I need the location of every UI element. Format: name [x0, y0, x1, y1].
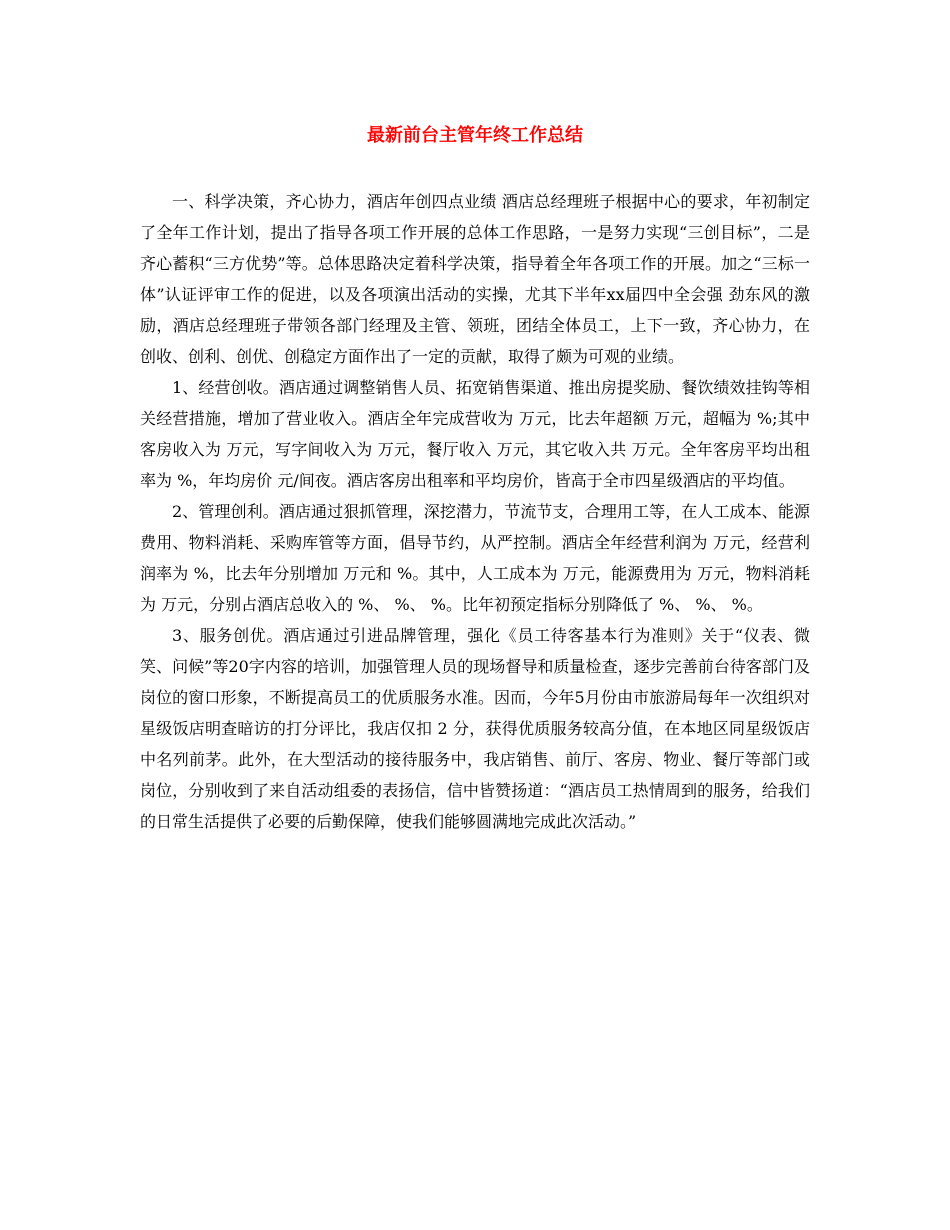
document-body	[140, 186, 810, 837]
paragraph-revenue: 1、经营创收。酒店通过调整销售人员、拓宽销售渠道、推出房提奖励、餐饮绩效挂钩等相关经营措施，增加了营业收入。酒店全年完成营收为 万元，比去年超额 万元，超幅为 %;其中客房收入为 万元，写字间收入为 万元，餐厅收入 万元，其它收入共 万元。全年客房平均出租率为 %，年均房价 元/间夜。酒店客房出租率和平均房价，皆高于全市四星级酒店的平均值。	[140, 378, 810, 490]
paragraph-profit: 2、管理创利。酒店通过狠抓管理，深挖潜力，节流节支，合理用工等，在人工成本、能源费用、物料消耗、采购库管等方面，倡导节约，从严控制。酒店全年经营利润为 万元，经营利润率为 %，比去年分别增加 万元和 %。其中，人工成本为 万元，能源费用为 万元，物料消耗为 万元，分别占酒店总收入的 %、 %、 %。比年初预定指标分别降低了 %、 %、 %。	[140, 502, 810, 614]
paragraph-service: 3、服务创优。酒店通过引进品牌管理，强化《员工待客基本行为准则》关于“仪表、微笑、问候”等20字内容的培训，加强管理人员的现场督导和质量检查，逐步完善前台待客部门及岗位的窗口形象，不断提高员工的优质服务水准。因而，今年5月份由市旅游局每年一次组织对星级饭店明查暗访的打分评比，我店仅扣 2 分，获得优质服务较高分值，在本地区同星级饭店中名列前茅。此外，在大型活动的接待服务中，我店销售、前厅、客房、物业、餐厅等部门或岗位，分别收到了来自活动组委的表扬信，信中皆赞扬道：“酒店员工热情周到的服务，给我们的日常生活提供了必要的后勤保障，使我们能够圆满地完成此次活动。”	[140, 626, 810, 831]
paragraph-intro: 一、科学决策，齐心协力，酒店年创四点业绩 酒店总经理班子根据中心的要求，年初制定了全年工作计划，提出了指导各项工作开展的总体工作思路，一是努力实现“三创目标”，二是齐心蓄积“三方优势”等。总体思路决定着科学决策，指导着全年各项工作的开展。加之“三标一体”认证评审工作的促进，以及各项演出活动的实操，尤其下半年xx届四中全会强 劲东风的激励，酒店总经理班子带领各部门经理及主管、领班，团结全体员工，上下一致，齐心协力，在创收、创利、创优、创稳定方面作出了一定的贡献，取得了颇为可观的业绩。	[140, 192, 810, 366]
document-title: 最新前台主管年终工作总结	[367, 125, 583, 146]
